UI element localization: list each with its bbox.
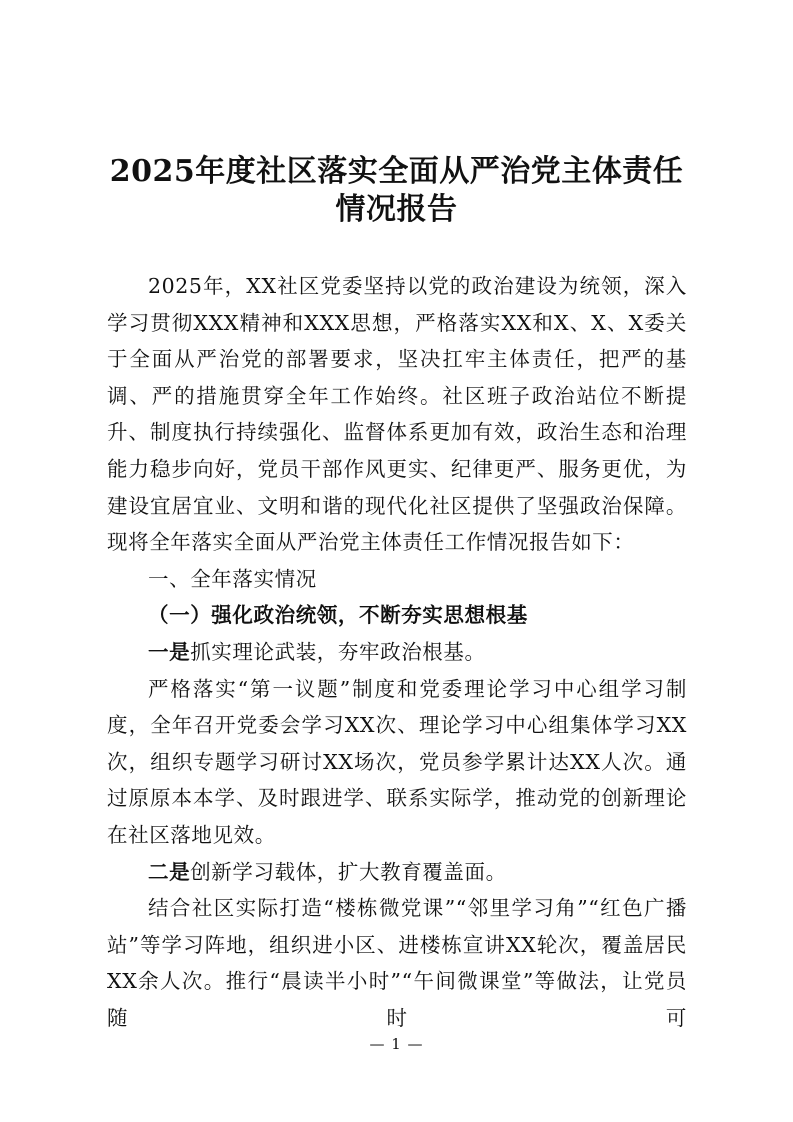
- section-heading-1: 一、全年落实情况: [148, 566, 317, 591]
- document-body: [107, 268, 687, 1036]
- intro-paragraph: 2025年，XX社区党委坚持以党的政治建设为统领，深入学习贯彻XXX精神和XXX思想，严格落实XX和X、X、X委关于全面从严治党的部署要求，坚决扛牢主体责任，把严的基调、严的措施贯穿全年工作始终。社区班子政治站位不断提升、制度执行持续强化、监督体系更加有效，政治生态和治理能力稳步向好，党员干部作风更实、纪律更严、服务更优，为建设宜居宜业、文明和谐的现代化社区提供了坚强政治保障。现将全年落实全面从严治党主体责任工作情况报告如下：: [107, 274, 687, 555]
- point-1-lead: 一是: [148, 639, 191, 664]
- point-2-lead: 二是: [148, 859, 191, 884]
- document-title-line-1: 2025年度社区落实全面从严治党主体责任: [109, 154, 684, 189]
- point-1-text: 抓实理论武装，夯牢政治根基。: [190, 639, 486, 664]
- point-2: [107, 854, 687, 891]
- paragraph-1: 严格落实“第一议题”制度和党委理论学习中心组学习制度，全年召开党委会学习XX次、理论学习中心组集体学习XX次，组织专题学习研讨XX场次，党员参学累计达XX人次。通过原原本本学、及时跟进学、联系实际学，推动党的创新理论在社区落地见效。: [107, 676, 687, 847]
- point-1: [107, 634, 687, 671]
- subsection-heading-1: （一）强化政治统领，不断夯实思想根基: [148, 603, 528, 628]
- document-title-line-2: 情况报告: [335, 192, 458, 227]
- paragraph-2: 结合社区实际打造“楼栋微党课”“邻里学习角”“红色广播站”等学习阵地，组织进小区、进楼栋宣讲XX轮次，覆盖居民XX余人次。推行“晨读半小时”“午间微课堂”等做法，让党员随时可: [107, 896, 687, 1030]
- point-2-text: 创新学习载体，扩大教育覆盖面。: [190, 859, 507, 884]
- page-number: — 1 —: [369, 1035, 424, 1053]
